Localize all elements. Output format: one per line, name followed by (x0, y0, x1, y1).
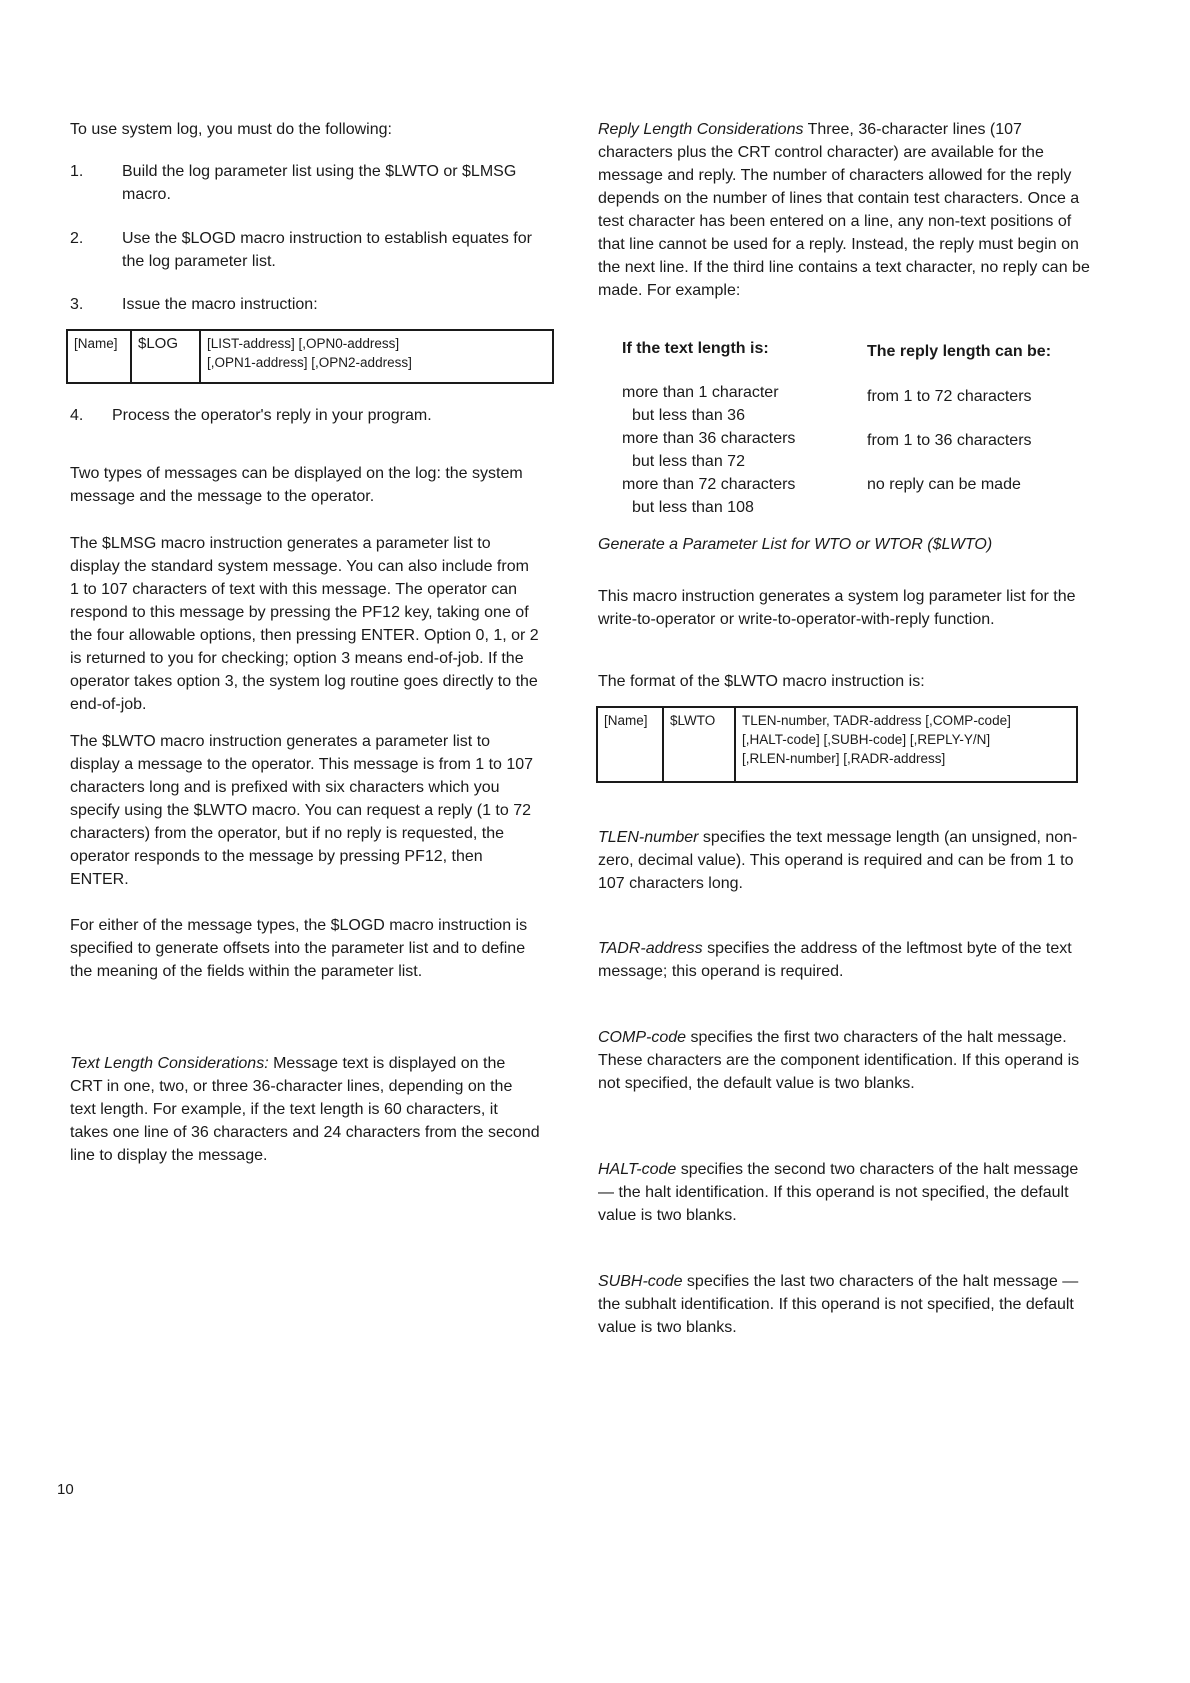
logd-paragraph: For either of the message types, the $LOGD macro instruction is specified to generate offsets into the parameter list and to define the meaning of the fields within the parameter list. (70, 917, 528, 980)
text-length-title: Text Length Considerations: (70, 1055, 269, 1072)
step-number: 3. (70, 296, 84, 313)
row-result: no reply can be made (867, 476, 1021, 493)
step-number: 1. (70, 163, 84, 180)
operand-term: SUBH-code (598, 1273, 683, 1290)
operand-term: TLEN-number (598, 829, 699, 846)
operand-description: specifies the second two characters of the halt message — the halt identification. If this operand is not specified, the default value is two blanks. (598, 1161, 1079, 1224)
operands-line: [,RLEN-number] [,RADR-address] (742, 751, 946, 766)
lwto-syntax-table (596, 706, 1078, 783)
step-text: Issue the macro instruction: (122, 296, 318, 313)
step-text: Process the operator's reply in your program. (112, 407, 432, 424)
reply-length-body: Three, 36-character lines (107 characters plus the CRT control character) are available for the message and reply. The number of characters allowed for the reply depends on the number of lines that contain test characters. Once a test character has been entered on a line, any non-text positions of that line cannot be used for a reply. Instead, the reply must begin on the next line. If the third line contains a text character, no reply can be made. For example: (598, 121, 1090, 299)
text-length-paragraph (70, 1052, 540, 1167)
intro-text: To use system log, you must do the following: (70, 121, 392, 138)
section-heading: Generate a Parameter List for WTO or WTOR ($LWTO) (598, 536, 993, 553)
reply-length-paragraph (598, 118, 1098, 302)
text-length-body: Message text is displayed on the CRT in one, two, or three 36-character lines, depending on the text length. For example, if the text length is 60 characters, it takes one line of 36 characters and 24 characters from the second line to display the message. (70, 1055, 540, 1164)
operands-line: TLEN-number, TADR-address [,COMP-code] (742, 713, 1011, 728)
operands-line: [LIST-address] [,OPN0-address] (207, 336, 400, 351)
row-condition: more than 1 character (622, 384, 779, 401)
table-row (622, 381, 852, 427)
syntax-name-cell: [Name] (597, 707, 663, 782)
syntax-operands-cell (735, 707, 1077, 782)
column-header: The reply length can be: (867, 343, 1052, 360)
step-number: 4. (70, 407, 84, 424)
slog-syntax-table (66, 329, 554, 384)
step-text: Build the log parameter list using the $LWTO or $LMSG macro. (122, 163, 517, 203)
page-number: 10 (57, 1481, 74, 1498)
operands-line: [,OPN1-address] [,OPN2-address] (207, 355, 412, 370)
lmsg-paragraph: The $LMSG macro instruction generates a parameter list to display the standard system message. You can also include from 1 to 107 characters of text with this message. The operator can respond to this message by pressing the PF12 key, taking one of the four allowable options, then pressing ENTER. Option 0, 1, or 2 is returned to you for checking; option 3 means end-of-job. If the operator takes option 3, the system log routine goes directly to the end-of-job. (70, 535, 539, 713)
row-condition-cont: but less than 108 (632, 499, 754, 516)
syntax-op-cell: $LOG (131, 330, 200, 383)
step-text: Use the $LOGD macro instruction to establish equates for the log parameter list. (122, 230, 532, 270)
row-condition-cont: but less than 72 (632, 453, 745, 470)
row-result: from 1 to 72 characters (867, 388, 1032, 405)
operand-term: COMP-code (598, 1029, 687, 1046)
table-row (622, 473, 852, 519)
operand-description: specifies the address of the leftmost byte of the text message; this operand is required. (598, 940, 1072, 980)
syntax-operands-cell (200, 330, 553, 383)
message-types-paragraph: Two types of messages can be displayed on the log: the system message and the message to the operator. (70, 465, 523, 505)
operand-description: specifies the text message length (an unsigned, non-zero, decimal value). This operand is required and can be from 1 to 107 characters long. (598, 829, 1078, 892)
lwto-paragraph: The $LWTO macro instruction generates a parameter list to display a message to the operator. This message is from 1 to 107 characters long and is prefixed with six characters which you specify using the $LWTO macro. You can request a reply (1 to 72 characters) from the operator, but if no reply is requested, the operator responds to the message by pressing PF12, then ENTER. (70, 733, 534, 888)
syntax-name-cell: [Name] (67, 330, 131, 383)
row-result: from 1 to 36 characters (867, 432, 1032, 449)
macro-description-paragraph: This macro instruction generates a system log parameter list for the write-to-operator or write-to-operator-with-reply function. (598, 588, 1076, 628)
table-row (622, 427, 852, 473)
reply-length-title: Reply Length Considerations (598, 121, 804, 138)
operand-description: specifies the first two characters of the halt message. These characters are the component identification. If this operand is not specified, the default value is two blanks. (598, 1029, 1080, 1092)
row-condition-cont: but less than 36 (632, 407, 745, 424)
syntax-op-cell: $LWTO (663, 707, 735, 782)
operand-term: TADR-address (598, 940, 703, 957)
operands-line: [,HALT-code] [,SUBH-code] [,REPLY-Y/N] (742, 732, 991, 747)
row-condition: more than 72 characters (622, 476, 796, 493)
halt-operand-paragraph (598, 1158, 1088, 1227)
comp-operand-paragraph (598, 1026, 1088, 1095)
subh-operand-paragraph (598, 1270, 1088, 1339)
format-intro-text: The format of the $LWTO macro instruction is: (598, 673, 925, 690)
column-header: If the text length is: (622, 340, 769, 357)
operand-term: HALT-code (598, 1161, 677, 1178)
step-number: 2. (70, 230, 84, 247)
row-condition: more than 36 characters (622, 430, 796, 447)
operand-description: specifies the last two characters of the halt message — the subhalt identification. If this operand is not specified, the default value is two blanks. (598, 1273, 1079, 1336)
tadr-operand-paragraph (598, 937, 1078, 983)
tlen-operand-paragraph (598, 826, 1078, 895)
